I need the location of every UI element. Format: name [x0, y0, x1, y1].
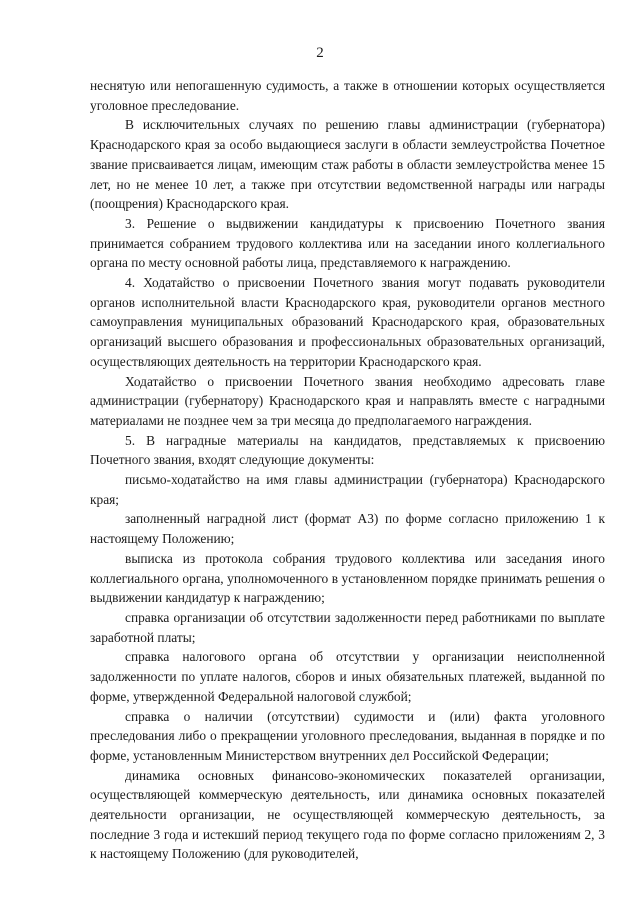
page-number: 2 [316, 45, 324, 61]
paragraph: 4. Ходатайство о присвоении Почетного звания могут подавать руководители органов исполнительной власти Краснодарского края, руководители органов местного самоуправления муниципальных образований Краснодарского края, образовательных организаций высшего образования и профессиональных образовательных организаций, осуществляющих деятельность на территории Краснодарского края. [90, 275, 605, 369]
list-item: динамика основных финансово-экономических показателей организации, осуществляющей коммерческую деятельность, или динамика основных показателей деятельности организации, не осуществляющей коммерческую деятельность, за последние 3 года и истекший период текущего года по форме согласно приложениям 2, 3 к настоящему Положению (для руководителей, [90, 767, 605, 862]
paragraph: 5. В наградные материалы на кандидатов, представляемых к присвоению Почетного звания, входят следующие документы: [90, 432, 605, 468]
list-item: заполненный наградной лист (формат А3) по форме согласно приложению 1 к настоящему Положению; [90, 511, 605, 547]
document-body [90, 76, 605, 864]
list-item: справка организации об отсутствии задолженности перед работниками по выплате заработной платы; [90, 609, 605, 645]
paragraph: 3. Решение о выдвижении кандидатуры к присвоению Почетного звания принимается собранием трудового коллектива или на заседании иного коллегиального органа по месту основной работы лица, представляемого к награждению. [90, 215, 605, 271]
list-item: справка налогового органа об отсутствии у организации неисполненной задолженности по уплате налогов, сборов и иных обязательных платежей, выданной по форме, утвержденной Федеральной налоговой службой; [90, 649, 605, 704]
paragraph: В исключительных случаях по решению главы администрации (губернатора) Краснодарского края за особо выдающиеся заслуги в области землеустройства Почетное звание присваивается лицам, имеющим стаж работы в области землеустройства менее 15 лет, но не менее 10 лет, а также при отсутствии ведомственной награды или награды (поощрения) Краснодарского края. [90, 117, 605, 212]
list-item: справка о наличии (отсутствии) судимости и (или) факта уголовного преследования либо о прекращении уголовного преследования, выданная в порядке и по форме, установленным Министерством внутренних дел Российской Федерации; [90, 708, 605, 763]
list-item: выписка из протокола собрания трудового коллектива или заседания иного коллегиального органа, уполномоченного в установленном порядке принимать решения о выдвижении кандидатур к награждению; [90, 550, 605, 606]
list-item: письмо-ходатайство на имя главы администрации (губернатора) Краснодарского края; [90, 472, 605, 507]
paragraph: Ходатайство о присвоении Почетного звания необходимо адресовать главе администрации (губернатору) Краснодарского края и направлять вместе с наградными материалами не позднее чем за три месяца до предполагаемого награждения. [90, 373, 605, 428]
paragraph: неснятую или непогашенную судимость, а также в отношении которых осуществляется уголовное преследование. [90, 78, 605, 113]
